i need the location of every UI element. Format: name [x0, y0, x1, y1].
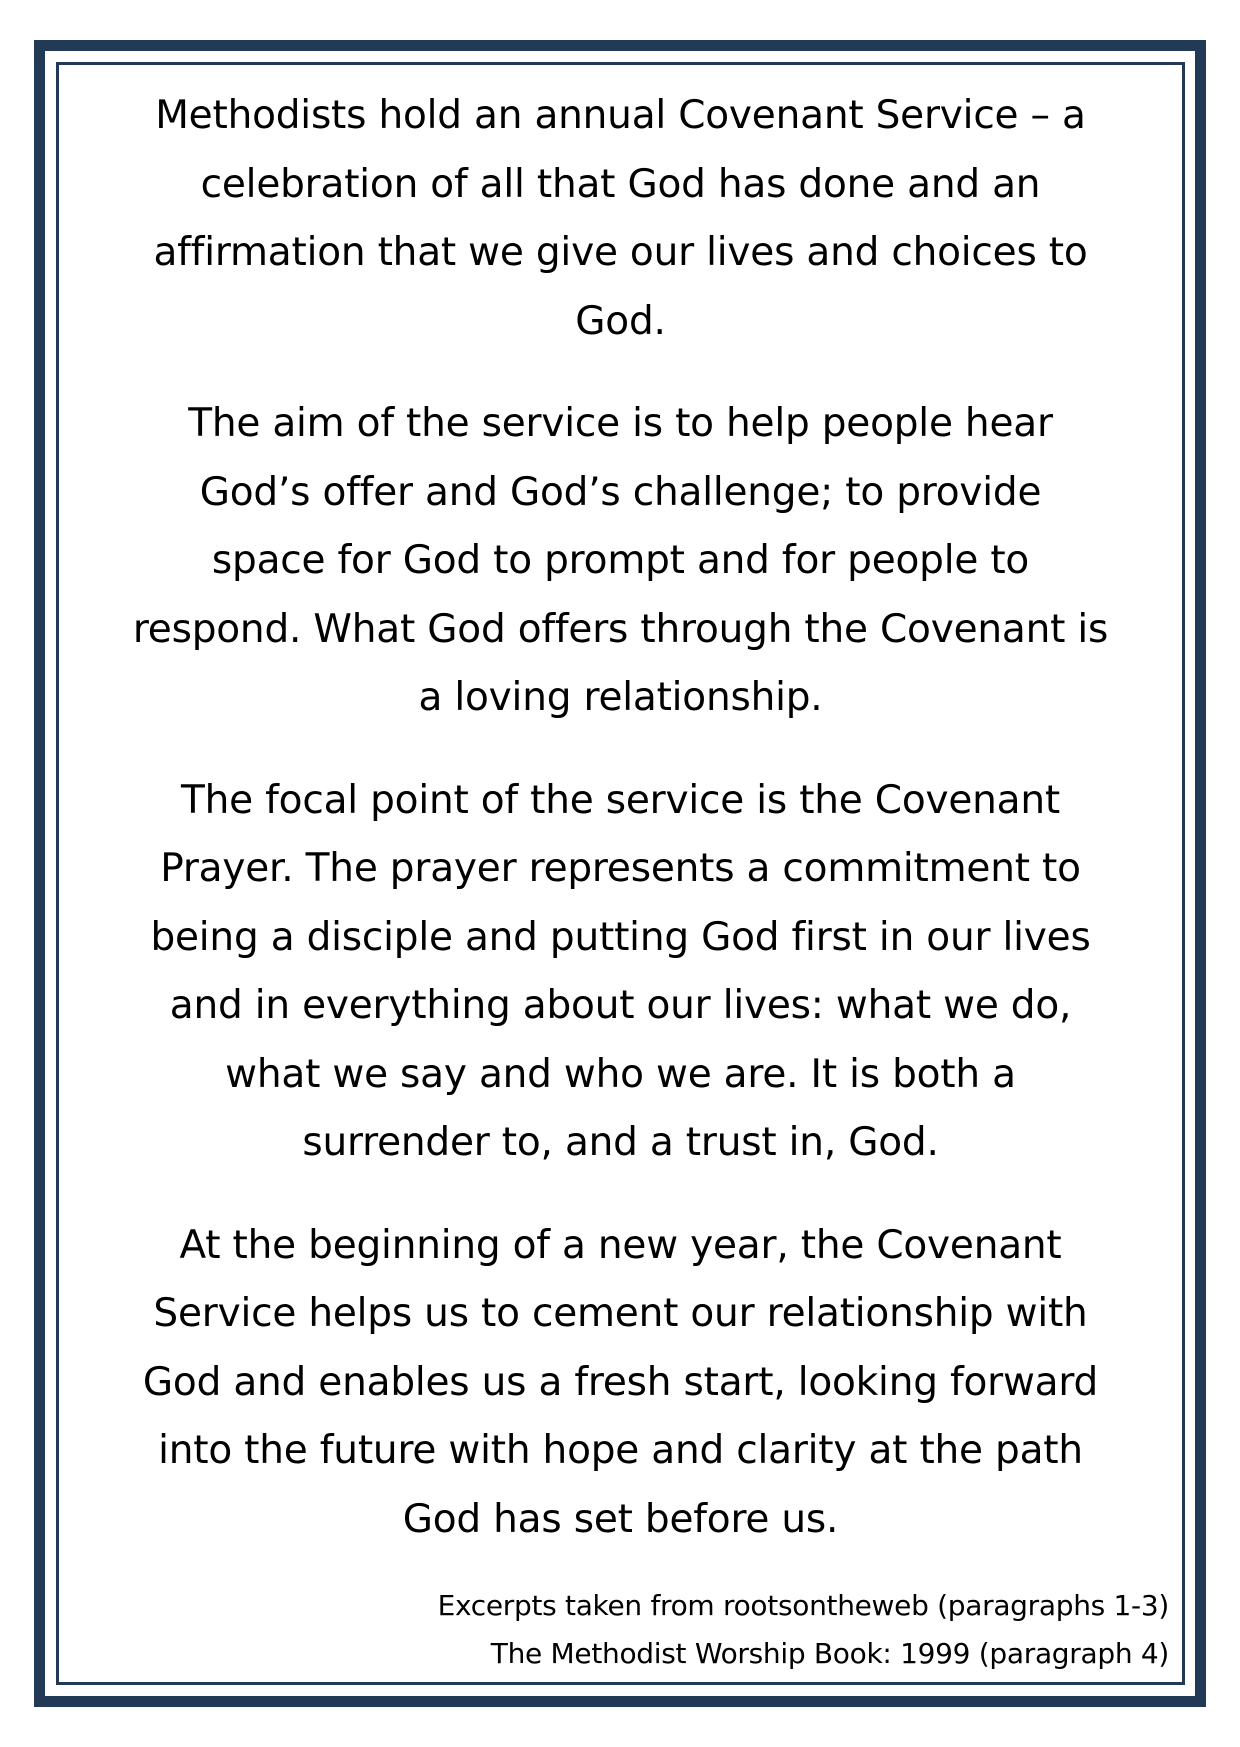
text-line: what we say and who we are. It is both a: [225, 1051, 1016, 1097]
text-line: and in everything about our lives: what we do,: [169, 983, 1072, 1028]
text-line: The aim of the service is to help people hear: [188, 401, 1053, 446]
text-line: being a disciple and putting God first in our lives: [150, 914, 1091, 960]
paragraph-intro: [62, 82, 1179, 356]
paragraph-focal-point: [62, 767, 1179, 1178]
text-line: affirmation that we give our lives and choices to: [153, 230, 1088, 275]
text-line: The focal point of the service is the Covenant: [181, 777, 1060, 823]
text-line: Prayer. The prayer represents a commitment to: [160, 846, 1081, 891]
document-body: [62, 82, 1179, 1588]
text-line: Methodists hold an annual Covenant Service – a: [155, 93, 1086, 138]
text-line: celebration of all that God has done and an: [200, 161, 1041, 207]
text-line: surrender to, and a trust in, God.: [302, 1120, 939, 1165]
text-line: into the future with hope and clarity at the path: [158, 1428, 1083, 1473]
text-line: God.: [575, 298, 666, 344]
text-line: respond. What God offers through the Covenant is: [132, 606, 1109, 652]
paragraph-new-year: [62, 1212, 1179, 1555]
citation-worship-book: The Methodist Worship Book: 1999 (paragraph 4): [490, 1637, 1169, 1670]
text-line: Service helps us to cement our relationship with: [153, 1291, 1088, 1336]
text-line: a loving relationship.: [418, 675, 823, 720]
text-line: space for God to prompt and for people to: [211, 538, 1030, 583]
text-line: At the beginning of a new year, the Covenant: [179, 1222, 1062, 1268]
text-line: God has set before us.: [402, 1496, 839, 1542]
paragraph-aim: [62, 390, 1179, 733]
text-line: God’s offer and God’s challenge; to provide: [199, 469, 1042, 515]
text-line: God and enables us a fresh start, looking forward: [142, 1359, 1099, 1405]
citation-rootsontheweb: Excerpts taken from rootsontheweb (paragraphs 1-3): [437, 1589, 1169, 1622]
source-citations: [438, 1582, 1169, 1678]
